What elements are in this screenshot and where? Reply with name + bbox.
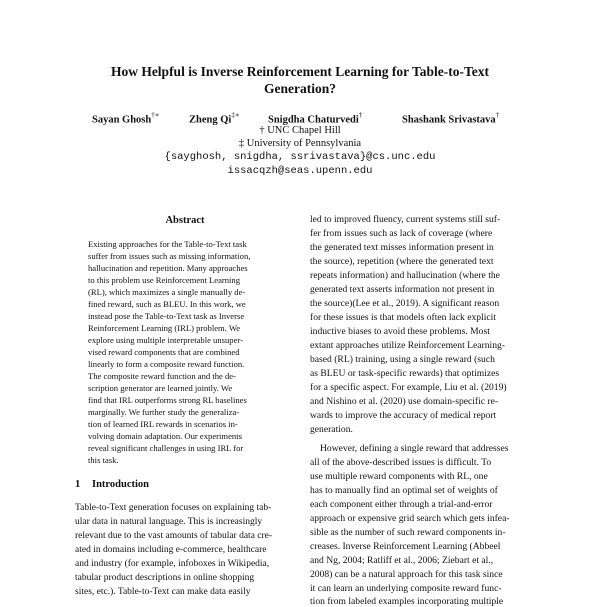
paper-title-line-2: Generation? <box>264 81 336 96</box>
abstract-line: vised reward components that are combined <box>88 347 240 357</box>
body-line: inductive biases to avoid these problems. Most <box>310 326 490 337</box>
body-line: each component either through a trial-and-error <box>310 499 493 510</box>
body-line: and industry (for example, infoboxes in Wikipedia, <box>75 559 270 569</box>
body-line: However, defining a single reward that addresses <box>320 443 509 454</box>
author-2: Zheng Qi‡∗ <box>189 111 240 126</box>
email-line-2: issacqzh@seas.upenn.edu <box>227 165 373 177</box>
abstract-line: reveal significant challenges in using IRL for <box>88 443 244 453</box>
section-heading-introduction: 1 Introduction <box>75 479 149 490</box>
body-line: for these issues is that models often lack explicit <box>310 312 496 323</box>
body-line: generated text asserts information not present in <box>310 284 495 295</box>
abstract-line: scription generator are learned jointly. We <box>88 383 233 393</box>
abstract-line: hallucination and repetition. Many approaches <box>88 263 248 273</box>
abstract-line: linearly to form a composite reward function. <box>88 359 245 369</box>
abstract-line: instead pose the Table-to-Text task as Inverse <box>88 311 245 321</box>
body-line: fer from issues such as lack of coverage (where <box>310 228 493 239</box>
abstract-line: tion of learned IRL rewards in scenarios in- <box>88 419 238 429</box>
abstract-line: this task. <box>88 455 119 465</box>
abstract-line: explore using multiple interpretable unsuper- <box>88 335 243 345</box>
paper-title-line-1: How Helpful is Inverse Reinforcement Learning for Table-to-Text <box>110 64 490 79</box>
body-line: sible as the number of such reward components in- <box>310 527 506 538</box>
abstract-line: find that IRL outperforms strong RL baselines <box>88 395 247 405</box>
abstract-line: marginally. We further study the generaliza- <box>88 407 240 417</box>
abstract-heading: Abstract <box>165 215 205 226</box>
body-line: it can learn an underlying composite reward func- <box>310 583 502 594</box>
abstract-line: to this problem use Reinforcement Learning <box>88 275 241 285</box>
body-line: tion from labeled examples incorporating multiple <box>310 596 504 607</box>
body-line: has to manually find an optimal set of weights of <box>310 485 498 496</box>
body-line: repeats information) and hallucination (where the <box>310 270 500 281</box>
abstract-line: Existing approaches for the Table-to-Text task <box>88 239 247 249</box>
body-line: the source)(Lee et al., 2019). A significant reason <box>310 298 500 309</box>
body-line: the source), repetition (where the generated text <box>310 256 494 267</box>
body-line: and Nishino et al. (2020) use domain-specific re- <box>310 396 499 407</box>
body-line: ular data in natural language. This is increasingly <box>75 517 263 527</box>
body-line: generation. <box>310 424 353 435</box>
body-line: 2008) can be a natural approach for this task since <box>310 569 503 580</box>
abstract-line: (RL), which maximizes a single manually de- <box>88 287 246 297</box>
abstract-line: volving domain adaptation. Our experiments <box>88 431 242 441</box>
affiliation-2: ‡ University of Pennsylvania <box>238 138 362 149</box>
body-line: and Ng, 2004; Ratliff et al., 2006; Ziebart et al., <box>310 555 494 566</box>
abstract-line: The composite reward function and the de- <box>88 371 236 381</box>
body-line: based (RL) training, using a single reward (such <box>310 354 495 365</box>
affiliation-1: † UNC Chapel Hill <box>259 125 341 136</box>
abstract-line: Reinforcement Learning (IRL) problem. We <box>88 323 241 333</box>
body-line: creases. Inverse Reinforcement Learning (Abbeel <box>310 541 501 552</box>
body-line: extant approaches utilize Reinforcement Learning- <box>310 340 505 351</box>
body-line: use multiple reward components with RL, one <box>310 471 488 482</box>
author-4: Shashank Srivastava† <box>402 111 500 126</box>
body-line: as BLEU or task-specific rewards) that optimizes <box>310 368 500 379</box>
author-1: Sayan Ghosh†∗ <box>92 111 160 126</box>
body-line: the generated text misses information present in <box>310 242 494 253</box>
body-line: approach or expensive grid search which gets infea- <box>310 513 510 524</box>
body-line: Table-to-Text generation focuses on explaining tab- <box>75 503 272 513</box>
body-line: ated in domains including e-commerce, healthcare <box>75 545 267 555</box>
author-3: Snigdha Chaturvedi† <box>268 111 363 126</box>
abstract-line: fined reward, such as BLEU. In this work, we <box>88 299 246 309</box>
email-line-1: {sayghosh, snigdha, ssrivastava}@cs.unc.edu <box>164 151 436 163</box>
body-line: led to improved fluency, current systems still suf- <box>310 214 501 225</box>
body-line: all of the above-described issues is difficult. To <box>310 457 492 468</box>
body-line: tabular product descriptions in online shopping <box>75 573 255 583</box>
body-line: relevant due to the vast amounts of tabular data cre- <box>75 531 273 541</box>
body-line: for a specific aspect. For example, Liu et al. (2019) <box>310 382 507 393</box>
body-line: sites, etc.). Table-to-Text can make data easily <box>75 587 251 597</box>
abstract-line: suffer from issues such as missing information, <box>88 251 251 261</box>
body-line: wards to improve the accuracy of medical report <box>310 410 497 421</box>
